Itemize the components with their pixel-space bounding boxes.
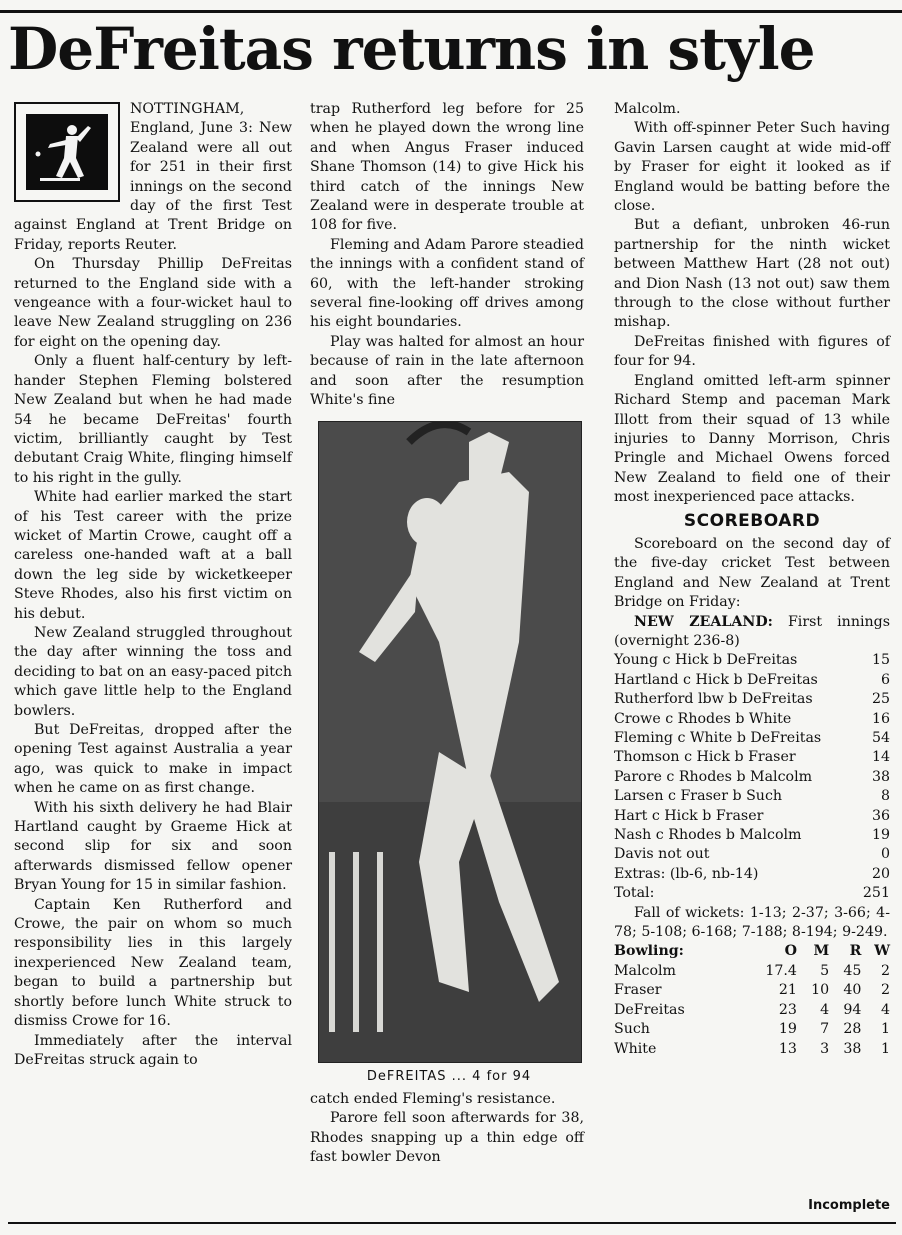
- paragraph: But a defiant, unbroken 46-run partnership for the ninth wicket between Matthew Hart (28 not out) and Dion Nash (13 not out) saw them through to the close without further mishap.: [614, 217, 890, 331]
- paragraph: Fleming and Adam Parore steadied the innings with a confident stand of 60, with the left-hander stroking several fine-looking off drives among his eight boundaries.: [310, 236, 584, 331]
- bowling-row: Fraser 21 10 40 2: [614, 982, 890, 999]
- paragraph: Play was halted for almost an hour because of rain in the late afternoon and soon after the resumption White's fine: [310, 333, 584, 409]
- team-name: NEW ZEALAND:: [634, 613, 773, 630]
- bowling-row: White 13 3 38 1: [614, 1040, 890, 1057]
- paragraph: England, June 3: New Zealand were all out for 251 in their first innings on the second day of the first Test against England at Trent Bridge on Friday, reports Reuter.: [14, 120, 292, 253]
- column-3: [614, 100, 890, 1059]
- bowler-photo: [318, 421, 582, 1063]
- batting-card: [614, 651, 890, 903]
- batting-row: Larsen c Fraser b Such 8: [614, 788, 890, 805]
- paragraph: trap Rutherford leg before for 25 when he played down the wrong line and when Angus Fraser induced Shane Thomson (14) to give Hick his third catch of the innings New Zealand were in desperate trouble at 108 for five.: [310, 101, 584, 234]
- paragraph: Malcolm.: [614, 101, 681, 117]
- bowling-table: [614, 942, 890, 1058]
- extras-row: Extras: (lb-6, nb-14) 20: [614, 865, 890, 882]
- photo-caption: DeFREITAS ... 4 for 94: [366, 1068, 532, 1084]
- headline: DeFreitas returns in style: [8, 15, 815, 83]
- paragraph: But DeFreitas, dropped after the opening Test against Australia a year ago, was quick to make in impact when he came on as first change.: [14, 722, 292, 797]
- fall-of-wickets: Fall of wickets: 1-13; 2-37; 3-66; 4-78; 5-108; 6-168; 7-188; 8-194; 9-249.: [614, 904, 890, 941]
- batting-row: Thomson c Hick b Fraser 14: [614, 749, 890, 766]
- cricket-logo-icon: [14, 102, 120, 202]
- batting-row: Hartland c Hick b DeFreitas 6: [614, 671, 890, 688]
- column-2: [310, 100, 584, 1168]
- paragraph: With off-spinner Peter Such having Gavin Larsen caught at wide mid-off by Fraser for eight it looked as if England would be batting before the close.: [614, 120, 890, 215]
- bowling-row: Such 19 7 28 1: [614, 1021, 890, 1038]
- column-1: [14, 100, 292, 1070]
- paragraph: Parore fell soon afterwards for 38, Rhodes snapping up a thin edge off fast bowler Devon: [310, 1110, 584, 1166]
- batting-row: Davis not out 0: [614, 846, 890, 863]
- batting-row: Young c Hick b DeFreitas 15: [614, 652, 890, 669]
- paragraph: England omitted left-arm spinner Richard Stemp and paceman Mark Illott from their squad of 13 while injuries to Danny Morrison, Chris Pringle and Michael Owens forced New Zealand to field one of their most inexperienced pace attacks.: [614, 372, 890, 506]
- batting-row: Parore c Rhodes b Malcolm 38: [614, 768, 890, 785]
- batting-row: Nash c Rhodes b Malcolm 19: [614, 827, 890, 844]
- paragraph: Only a fluent half-century by left-hander Stephen Fleming bolstered New Zealand but when he had made 54 he became DeFreitas' fourth victim, brilliantly caught by Test debutant Craig White, flinging himself to his right in the gully.: [14, 353, 292, 486]
- paragraph: Captain Ken Rutherford and Crowe, the pair on whom so much responsibility lies in this largely inexperienced New Zealand team, began to build a partnership but shortly before lunch White struck to dismiss Crowe for 16.: [14, 896, 292, 1030]
- incomplete-label: Incomplete: [808, 1198, 890, 1213]
- top-rule: [0, 0, 902, 13]
- paragraph: On Thursday Phillip DeFreitas returned to the England side with a vengeance with a four-wicket haul to leave New Zealand struggling on 236 for eight on the opening day.: [14, 256, 292, 350]
- bowling-row: DeFreitas 23 4 94 4: [614, 1001, 890, 1018]
- scoreboard-intro: Scoreboard on the second day of the five-day cricket Test between England and New Zealand at Trent Bridge on Friday:: [614, 535, 890, 611]
- paragraph: White had earlier marked the start of his Test career with the prize wicket of Martin Crowe, caught off a careless one-handed waft at a ball down the leg side by wicketkeeper Steve Rhodes, also his first victim on his debut.: [14, 489, 292, 622]
- total-row: Total: 251: [614, 885, 890, 902]
- batting-row: Fleming c White b DeFreitas 54: [614, 730, 890, 746]
- paragraph: DeFreitas finished with figures of four for 94.: [614, 333, 890, 370]
- dateline: NOTTINGHAM,: [130, 101, 245, 117]
- bottom-rule: [8, 1222, 896, 1224]
- batting-row: Crowe c Rhodes b White 16: [614, 710, 890, 727]
- paragraph: catch ended Fleming's resistance.: [310, 1090, 556, 1107]
- paragraph: Immediately after the interval DeFreitas struck again to: [14, 1032, 292, 1068]
- bowling-header-row: Bowling: O M R W: [614, 943, 890, 960]
- batting-row: Rutherford lbw b DeFreitas 25: [614, 691, 890, 708]
- scoreboard-heading: SCOREBOARD: [683, 510, 821, 531]
- batting-row: Hart c Hick b Fraser 36: [614, 807, 890, 824]
- innings-label: First innings (overnight 236-8): [614, 613, 890, 649]
- photo-block: [318, 421, 580, 1086]
- paragraph: New Zealand struggled throughout the day after winning the toss and deciding to bat on an easy-paced pitch which gave little help to the England bowlers.: [14, 624, 292, 719]
- paragraph: With his sixth delivery he had Blair Hartland caught by Graeme Hick at second slip for six and soon afterwards dismissed fellow opener Bryan Young for 15 in similar fashion.: [14, 799, 292, 894]
- bowling-row: Malcolm 17.4 5 45 2: [614, 962, 890, 979]
